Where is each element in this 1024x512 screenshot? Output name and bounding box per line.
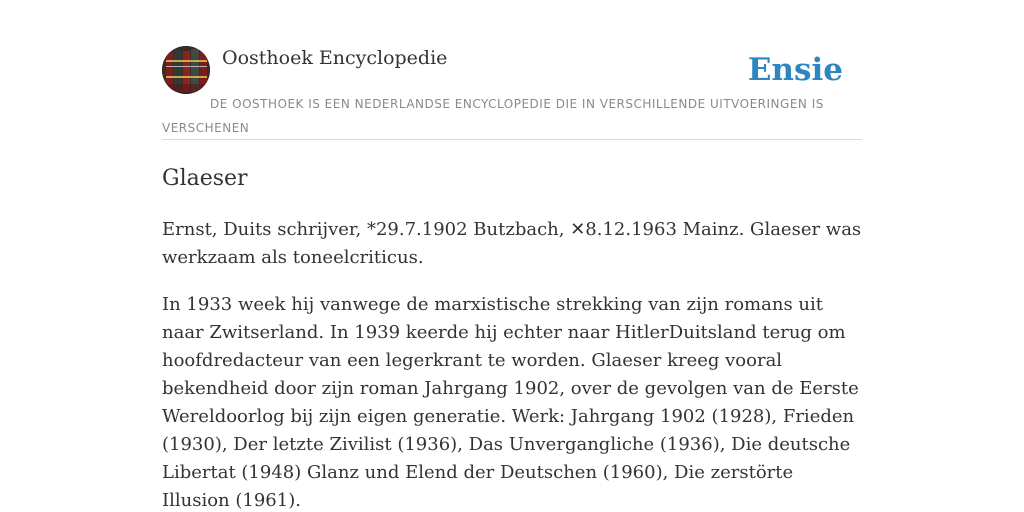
site-tagline: DE OOSTHOEK IS EEN NEDERLANDSE ENCYCLOPEDIE DIE IN VERSCHILLENDE UITVOERINGEN IS VERSCHENEN (162, 97, 824, 135)
article-paragraph: In 1933 week hij vanwege de marxistische strekking van zijn romans uit naar Zwitserland. In 1939 keerde hij echter naar HitlerDuitsland terug om hoofdredacteur van een legerkrant te worden. Glaeser kreeg vooral bekendheid door zijn roman Jahrgang 1902, over de gevolgen van de Eerste Wereldoorlog bij zijn eigen generatie. Werk: Jahrgang 1902 (1928), Frieden (1930), Der letzte Zivilist (1936), Das Unvergangliche (1936), Die deutsche Libertat (1948) Glanz und Elend der Deutschen (1960), Die zerstörte Illusion (1961). (162, 294, 859, 511)
site-title[interactable]: Oosthoek Encyclopedie (222, 47, 448, 69)
site-header (162, 46, 862, 140)
brand-logo[interactable]: Ensie (747, 52, 843, 88)
article-paragraph: Ernst, Duits schrijver, *29.7.1902 Butzbach, ✕8.12.1963 Mainz. Glaeser was werkzaam als toneelcriticus. (162, 219, 862, 268)
book-spines-icon[interactable] (162, 46, 210, 94)
article-title: Glaeser (162, 166, 248, 191)
